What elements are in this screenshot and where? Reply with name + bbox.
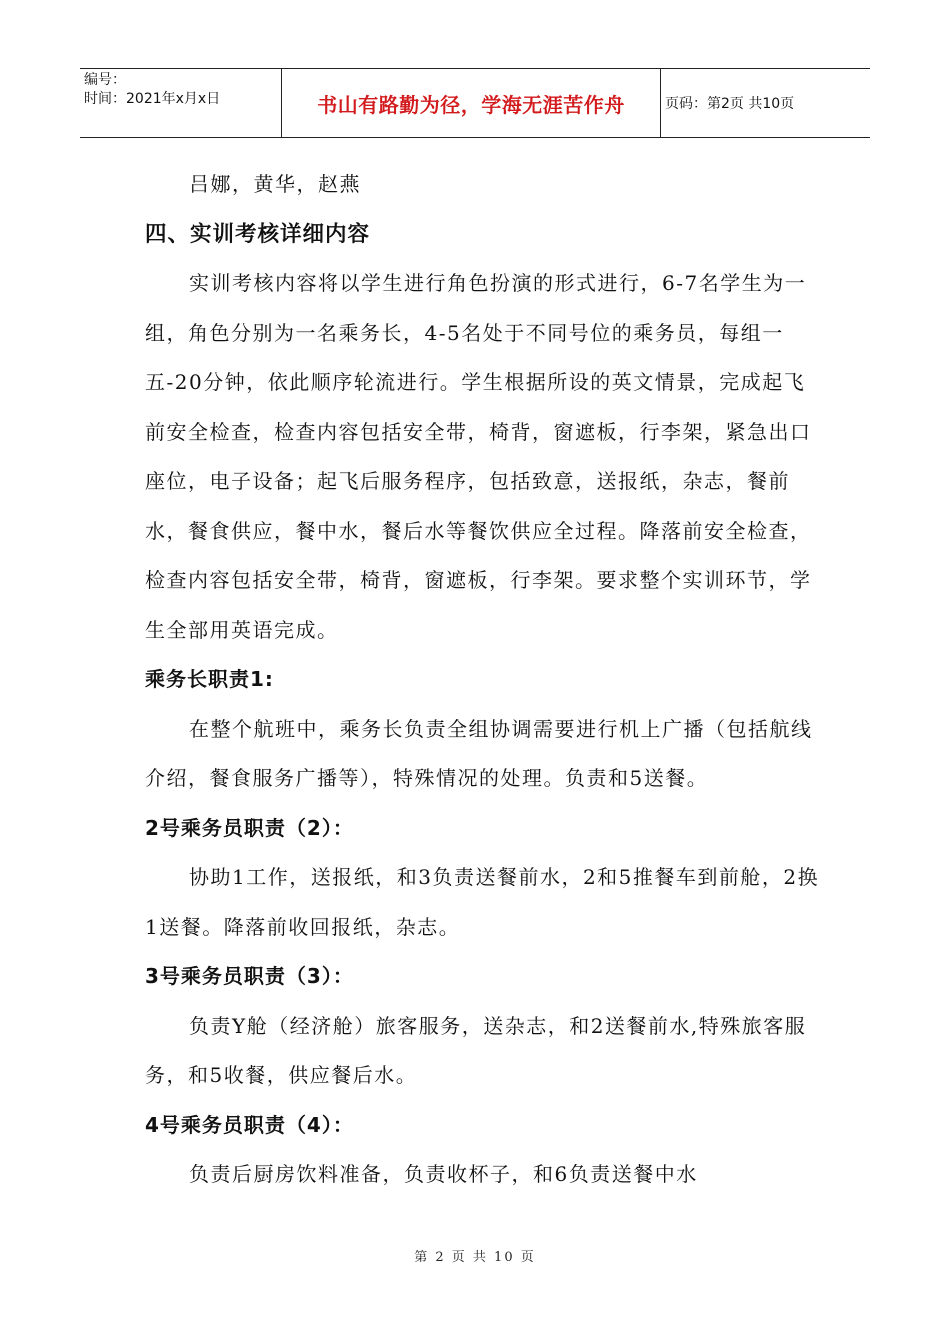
intro-paragraph: 实训考核内容将以学生进行角色扮演的形式进行，6-7名学生为一组，角色分别为一名乘务长，4-5名处于不同号位的乘务员，每组一五-20分钟，依此顺序轮流进行。学生根据所设的英文情景，完成起飞前安全检查，检查内容包括安全带，椅背，窗遮板，行李架，紧急出口座位，电子设备；起飞后服务程序，包括致意，送报纸，杂志，餐前水，餐食供应，餐中水，餐后水等餐饮供应全过程。降落前安全检查，检查内容包括安全带，椅背，窗遮板，行李架。要求整个实训环节，学生全部用英语完成。 [145, 271, 812, 642]
role-text-attendant-4: 负责后厨房饮料准备，负责收杯子，和6负责送餐中水 [189, 1162, 698, 1186]
motto: 书山有路勤为径，学海无涯苦作舟 [281, 69, 661, 137]
page-label: 页码：第2页 共10页 [665, 96, 795, 112]
page-footer: 第 2 页 共 10 页 [414, 1250, 536, 1265]
header-table [80, 68, 870, 138]
number-label: 编号： [84, 72, 126, 88]
role-text-purser: 在整个航班中，乘务长负责全组协调需要进行机上广播（包括航线介绍，餐食服务广播等），特殊情况的处理。负责和5送餐。 [145, 716, 813, 790]
role-title-attendant-3: 3号乘务员职责（3）： [145, 964, 354, 988]
role-title-attendant-2: 2号乘务员职责（2）： [145, 815, 354, 840]
header-info [84, 71, 280, 135]
names-line: 吕娜，黄华，赵燕 [189, 172, 361, 196]
role-title-attendant-4: 4号乘务员职责（4）： [145, 1112, 354, 1137]
time-label: 时间：2021年x月x日 [84, 91, 221, 107]
document-body [145, 160, 820, 1200]
role-title-purser: 乘务长职责1: [145, 667, 274, 691]
role-text-attendant-2: 协助1工作，送报纸，和3负责送餐前水，2和5推餐车到前舱，2换1送餐。降落前收回报纸，杂志。 [145, 865, 820, 939]
section-title: 四、实训考核详细内容 [145, 221, 371, 247]
role-text-attendant-3: 负责Y舱（经济舱）旅客服务，送杂志，和2送餐前水,特殊旅客服务，和5收餐，供应餐后水。 [145, 1013, 807, 1087]
